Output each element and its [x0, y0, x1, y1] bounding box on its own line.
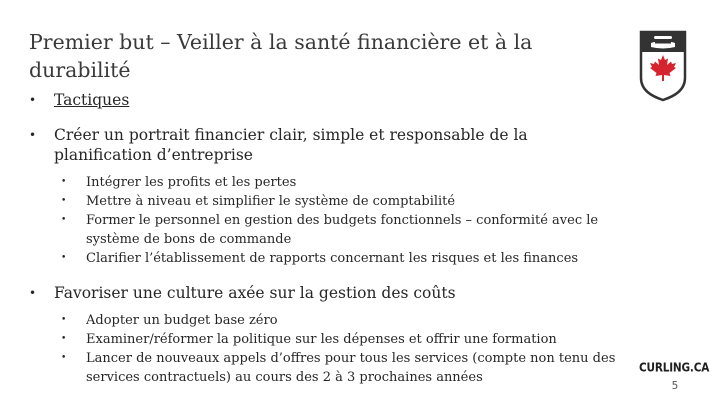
- list-item-text: Lancer de nouveaux appels d’offres pour tous les services (compte non tenu des services contractuels) au cours des 2 à 3 prochaines années: [86, 351, 616, 385]
- bullet-portrait-financier: [29, 125, 619, 165]
- list-item-text: Mettre à niveau et simplifier le système de comptabilité: [86, 194, 456, 209]
- list-item: [29, 192, 619, 211]
- bullet-dot-icon: •: [61, 315, 67, 325]
- list-item: [29, 349, 619, 387]
- bullet-dot-icon: •: [61, 334, 67, 344]
- bullet-dot-icon: •: [29, 128, 37, 142]
- list-item-text: Former le personnel en gestion des budgets fonctionnels – conformité avec le système de bons de commande: [86, 213, 599, 247]
- bullet-dot-icon: •: [61, 353, 67, 363]
- brand-wordmark: CURLING.CA: [639, 361, 710, 375]
- list-item-text: Clarifier l’établissement de rapports concernant les risques et les finances: [86, 251, 579, 266]
- bullet-dot-icon: •: [61, 253, 67, 263]
- sublist-culture-couts: [29, 311, 619, 387]
- bullet-text: Créer un portrait financier clair, simple et responsable de la planification d’entreprise: [54, 126, 528, 164]
- sublist-portrait-financier: [29, 173, 619, 268]
- list-item: [29, 311, 619, 330]
- bullet-text: Tactiques: [54, 91, 130, 109]
- list-item: [29, 173, 619, 192]
- list-item: [29, 330, 619, 349]
- bullet-dot-icon: •: [29, 93, 37, 107]
- list-item-text: Adopter un budget base zéro: [86, 313, 278, 328]
- curling-canada-shield-logo-icon: [639, 30, 687, 102]
- list-item: [29, 211, 619, 249]
- bullet-dot-icon: •: [61, 196, 67, 206]
- bullet-dot-icon: •: [61, 215, 67, 225]
- bullet-culture-couts: [29, 283, 619, 303]
- bullet-tactiques: [29, 90, 619, 110]
- page-number: 5: [671, 380, 679, 392]
- bullet-dot-icon: •: [29, 286, 37, 300]
- slide-content: [29, 90, 619, 387]
- slide-title: Premier but – Veiller à la santé financière et à la durabilité: [29, 30, 533, 82]
- bullet-dot-icon: •: [61, 177, 67, 187]
- list-item-text: Examiner/réformer la politique sur les dépenses et offrir une formation: [86, 332, 557, 347]
- bullet-text: Favoriser une culture axée sur la gestion des coûts: [54, 284, 456, 302]
- list-item: [29, 249, 619, 268]
- list-item-text: Intégrer les profits et les pertes: [86, 175, 297, 190]
